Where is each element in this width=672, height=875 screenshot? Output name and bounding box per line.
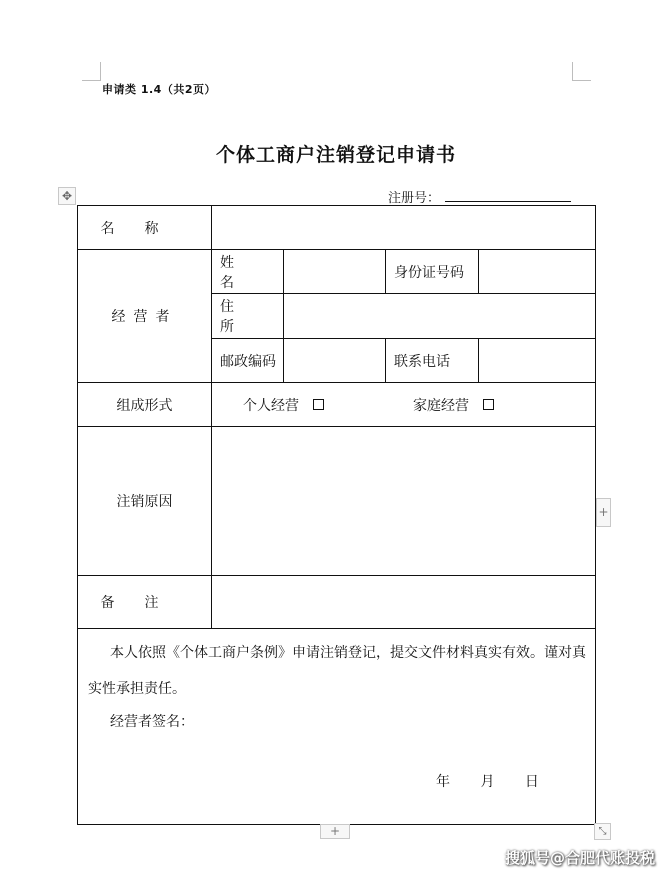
surname-label: 姓名 — [220, 254, 252, 291]
remarks-input-cell[interactable] — [212, 576, 596, 629]
id-number-label: 身份证号码 — [394, 264, 464, 281]
postal-code-label-cell — [212, 339, 284, 383]
postal-code-label: 邮政编码 — [220, 353, 276, 370]
phone-label: 联系电话 — [394, 353, 450, 370]
signature-label: 经营者签名： — [110, 714, 194, 730]
date-line: 年 月 日 — [436, 774, 539, 790]
surname-label-cell — [212, 250, 284, 294]
name-label: 名称 — [100, 220, 189, 237]
option-individual-label: 个人经营 — [243, 397, 299, 414]
page-title: 个体工商户注销登记申请书 — [215, 144, 456, 166]
address-label: 住所 — [220, 299, 252, 335]
postal-code-input-cell[interactable] — [284, 339, 386, 383]
phone-input-cell[interactable] — [479, 339, 596, 383]
document-code: 申请类 1.4（共2页） — [102, 83, 216, 96]
address-label-cell — [212, 294, 284, 339]
crop-mark-top-right — [572, 62, 591, 81]
id-number-label-cell — [386, 250, 479, 294]
application-form-table — [77, 205, 596, 825]
composition-options-cell — [212, 383, 596, 427]
add-column-icon[interactable]: + — [596, 498, 611, 527]
declaration-text: 本人依照《个体工商户条例》申请注销登记，提交文件材料真实有效。谨对真实性承担责任。 — [88, 645, 586, 697]
composition-label-cell — [78, 383, 212, 427]
registration-number-label: 注册号： — [388, 191, 441, 206]
surname-input-cell[interactable] — [284, 250, 386, 294]
family-checkbox[interactable] — [483, 399, 494, 410]
declaration-cell — [78, 629, 596, 825]
id-number-input-cell[interactable] — [479, 250, 596, 294]
table-move-icon[interactable]: ✥ — [58, 187, 76, 205]
operator-label-cell — [78, 250, 212, 383]
option-individual[interactable] — [243, 395, 324, 415]
option-family[interactable] — [413, 395, 494, 415]
reason-label: 注销原因 — [116, 494, 173, 510]
reason-label-cell — [78, 427, 212, 576]
remarks-label: 备注 — [100, 595, 189, 611]
phone-label-cell — [386, 339, 479, 383]
name-input-cell[interactable] — [212, 206, 596, 250]
composition-label: 组成形式 — [116, 397, 173, 414]
reason-input-cell[interactable] — [212, 427, 596, 576]
operator-label: 经营者 — [111, 309, 178, 325]
option-family-label: 家庭经营 — [413, 397, 469, 414]
table-resize-icon[interactable]: ⤡ — [594, 823, 611, 840]
crop-mark-top-left — [82, 62, 101, 81]
name-label-cell — [78, 206, 212, 250]
registration-number-field[interactable] — [445, 201, 571, 202]
individual-checkbox[interactable] — [313, 399, 324, 410]
remarks-label-cell — [78, 576, 212, 629]
address-input-cell[interactable] — [284, 294, 596, 339]
add-row-icon[interactable]: + — [320, 824, 350, 839]
watermark: 搜狐号@合肥代账投税 — [505, 849, 656, 867]
